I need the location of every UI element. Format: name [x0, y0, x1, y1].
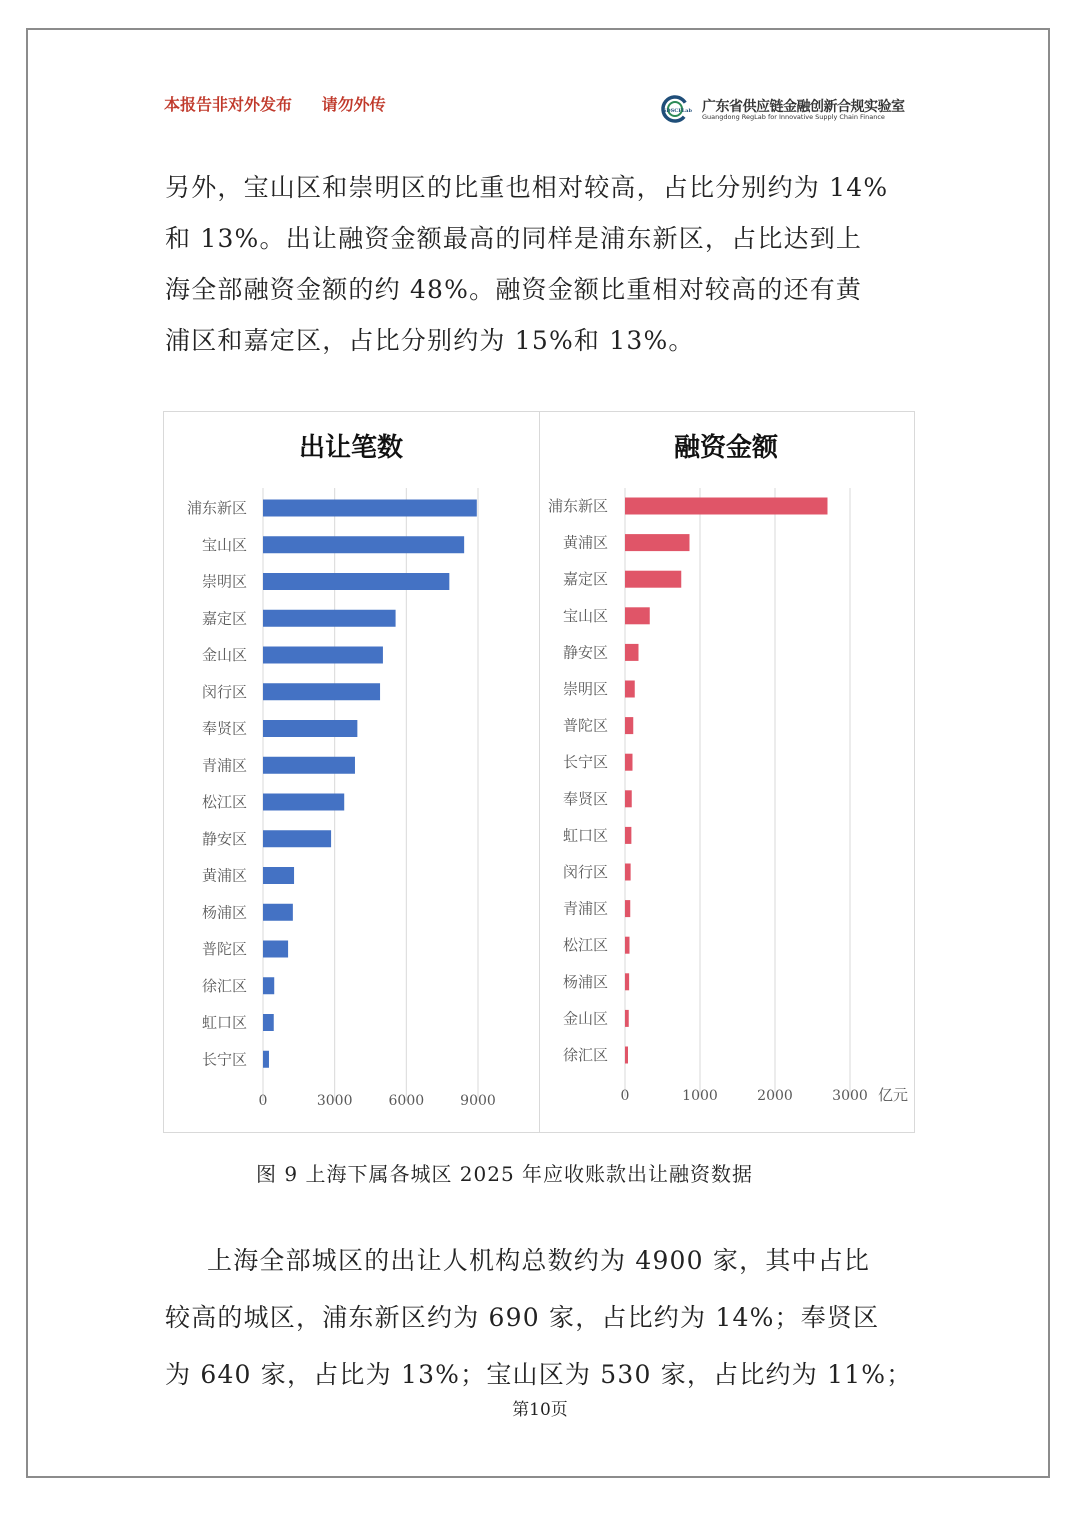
category-label: 黄浦区 — [562, 533, 608, 552]
x-tick-label: 3000 — [316, 1093, 353, 1109]
category-label: 杨浦区 — [562, 972, 608, 991]
category-label: 宝山区 — [201, 535, 247, 554]
bar — [625, 790, 632, 807]
x-tick-label: 3000 — [832, 1088, 868, 1104]
bar — [263, 941, 288, 958]
org-name-en: Guangdong RegLab for Innovative Supply Chain Finance — [702, 113, 885, 121]
x-axis-unit-label: 亿元 — [877, 1086, 909, 1104]
bar — [625, 681, 635, 698]
logo-mark-text: GDSCFLab — [662, 108, 692, 114]
category-label: 普陀区 — [201, 940, 247, 958]
category-label: 奉贤区 — [562, 789, 608, 808]
x-tick-label: 6000 — [388, 1093, 425, 1109]
notice-not-public: 本报告非对外发布 — [164, 95, 293, 114]
body-line: 另外，宝山区和崇明区的比重也相对较高，占比分别约为 14% — [165, 173, 889, 202]
bar — [625, 864, 631, 881]
figure-caption: 图 9 上海下属各城区 2025 年应收账款出让融资数据 — [256, 1162, 754, 1186]
chart-transfer-count — [164, 412, 538, 1132]
org-name-cn: 广东省供应链金融创新合规实验室 — [702, 99, 905, 115]
category-label: 松江区 — [562, 936, 608, 955]
bar — [263, 1014, 274, 1031]
x-tick-label: 0 — [620, 1088, 630, 1104]
x-tick-label: 2000 — [757, 1088, 793, 1104]
x-tick-label: 1000 — [682, 1088, 718, 1104]
category-label: 长宁区 — [201, 1050, 247, 1069]
body-line: 海全部融资金额的约 48%。融资金额比重相对较高的还有黄 — [165, 275, 863, 304]
category-label: 金山区 — [562, 1009, 608, 1028]
notice-do-not-share: 请勿外传 — [321, 95, 386, 114]
category-label: 金山区 — [201, 646, 247, 664]
bar — [263, 683, 380, 700]
lab-logo-icon — [660, 94, 698, 124]
body-line: 上海全部城区的出让人机构总数约为 4900 家，其中占比 — [207, 1246, 871, 1275]
bar — [263, 977, 274, 994]
confidential-notice — [164, 92, 410, 115]
bar — [625, 973, 629, 990]
lab-logo — [660, 94, 920, 126]
x-tick-label: 0 — [258, 1093, 268, 1109]
bar — [263, 830, 331, 847]
category-label: 静安区 — [201, 829, 247, 848]
bar — [263, 720, 357, 737]
bar — [263, 610, 396, 627]
bar — [625, 717, 633, 734]
chart-title: 出让笔数 — [298, 433, 404, 463]
page-number: 第10页 — [512, 1400, 568, 1420]
bar — [263, 867, 294, 884]
bar — [625, 534, 690, 551]
bar — [625, 827, 631, 844]
category-label: 青浦区 — [201, 756, 247, 775]
bar — [625, 1010, 629, 1027]
category-label: 普陀区 — [562, 716, 608, 735]
bar — [263, 536, 464, 553]
category-label: 徐汇区 — [562, 1046, 608, 1064]
bar — [625, 607, 650, 624]
category-label: 宝山区 — [562, 606, 608, 625]
category-label: 虹口区 — [562, 826, 608, 845]
x-tick-label: 9000 — [460, 1093, 496, 1109]
category-label: 杨浦区 — [201, 903, 247, 922]
category-label: 青浦区 — [562, 899, 608, 918]
bar — [263, 904, 293, 921]
category-label: 嘉定区 — [562, 570, 608, 589]
category-label: 黄浦区 — [201, 866, 247, 885]
bar — [625, 937, 630, 954]
category-label: 徐汇区 — [201, 976, 247, 995]
chart-financing-amount — [540, 412, 914, 1132]
bar — [263, 794, 344, 811]
category-label: 奉贤区 — [201, 719, 247, 738]
category-label: 闵行区 — [562, 863, 608, 881]
bar — [263, 757, 355, 774]
body-line: 较高的城区，浦东新区约为 690 家，占比约为 14%；奉贤区 — [165, 1303, 880, 1332]
bar — [625, 498, 828, 515]
bar — [625, 900, 630, 917]
category-label: 浦东新区 — [547, 497, 608, 515]
category-label: 嘉定区 — [201, 609, 247, 628]
bar — [625, 754, 633, 771]
body-line: 浦区和嘉定区，占比分别约为 15%和 13%。 — [165, 326, 695, 355]
category-label: 闵行区 — [201, 682, 247, 701]
bar — [263, 500, 477, 517]
category-label: 浦东新区 — [186, 499, 247, 517]
chart-title: 融资金额 — [673, 433, 779, 463]
category-label: 崇明区 — [201, 572, 247, 591]
category-label: 长宁区 — [562, 753, 608, 772]
bar — [263, 573, 449, 590]
category-label: 虹口区 — [201, 1013, 247, 1032]
category-label: 静安区 — [562, 643, 608, 662]
category-label: 崇明区 — [562, 680, 608, 698]
bar — [625, 644, 639, 661]
bar — [263, 1051, 269, 1068]
category-label: 松江区 — [201, 793, 247, 811]
bar — [625, 1047, 628, 1064]
body-line: 和 13%。出让融资金额最高的同样是浦东新区，占比达到上 — [165, 224, 863, 253]
bar — [263, 647, 383, 664]
body-line: 为 640 家，占比为 13%；宝山区为 530 家，占比约为 11%； — [165, 1360, 913, 1389]
bar — [625, 571, 681, 588]
